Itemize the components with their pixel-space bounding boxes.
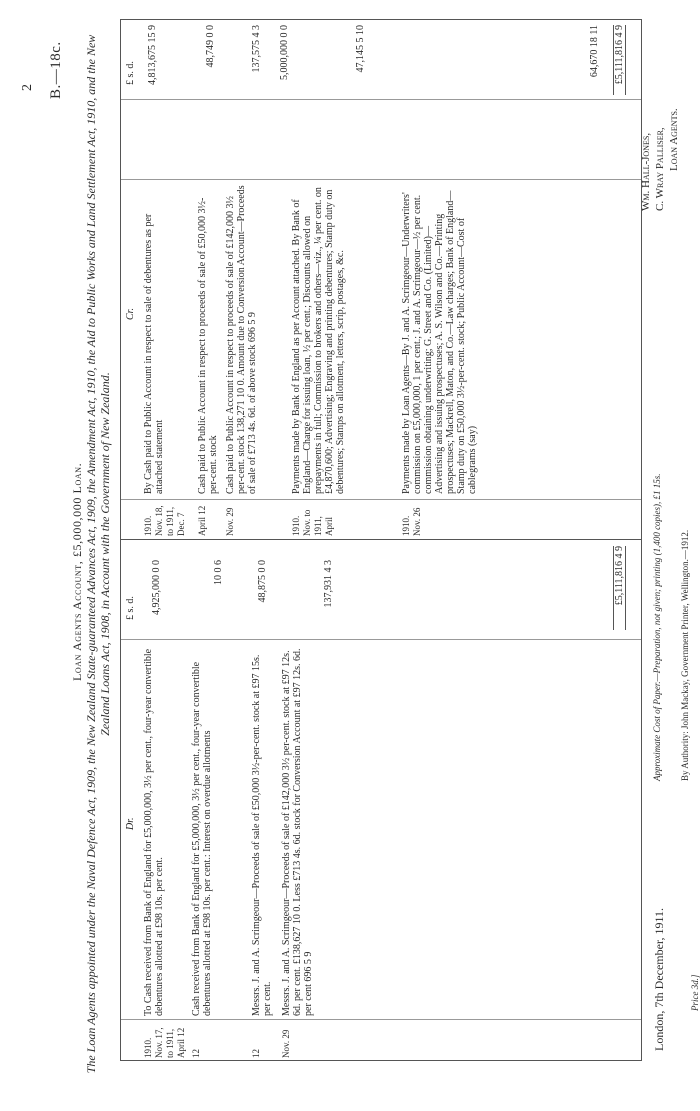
cr-currency: £ s. d. bbox=[125, 61, 136, 85]
dr-date-rule bbox=[121, 1019, 641, 1020]
preamble: The Loan Agents appointed under the Naval Defence Act, 1909, the New Zealand State-guaranteed Advances Act, 1909, the Amendment Act, 1910, the Aid to Public Works and Land Settlement Act, 1910, and the New Zealand Loans Act, 1908, in Account with the Government of New Zealand. bbox=[84, 34, 112, 1074]
dr-entry-text: Messrs. J. and A. Scrimgeour—Proceeds of sale of £50,000 3½-per-cent. stock at £97 15s. per cent. bbox=[251, 654, 273, 1016]
dr-entry-date: Nov. 29 bbox=[281, 1029, 291, 1058]
cr-entry-amount: 47,145 5 10 bbox=[355, 25, 366, 73]
cr-total: £5,111,816 4 9 bbox=[613, 25, 626, 95]
page-number: 2 bbox=[20, 84, 35, 91]
dr-entry-text: To Cash received from Bank of England for £5,000,000, 3½ per cent., four-year convertible debentures allotted at £98 10s. per cent. bbox=[143, 648, 165, 1016]
cr-entry-date: 1910. Nov. 26 bbox=[401, 507, 422, 536]
cr-entry-amount: 4,813,675 15 9 bbox=[147, 25, 158, 85]
dr-entry-date: 12 bbox=[191, 1049, 201, 1058]
dr-entry-text: Cash received from Bank of England for £5,000,000, 3½ per cent., four-year convertible debentures allotted at £98 10s. per cent.: Interest on overdue allotments bbox=[191, 661, 213, 1016]
dr-entry-text: Messrs. J. and A. Scrimgeour—Proceeds of sale of £142,000 3½ per-cent. stock at £97 12s. 6d. per cent. £138,627 10 0. Less £713 4s. 6d. stock for Conversion Account at £97 12s. 6d. per cent 696 5 9 bbox=[281, 648, 314, 1016]
dr-amount-rule bbox=[121, 639, 641, 640]
cr-entry-text: Cash paid to Public Account in respect to proceeds of sale of £142,000 3½ per-cent. stock 138,271 10 0. Amount due to Conversion Account—Proceeds of sale of £713 4s. 6d. of above stock 696 5 9 bbox=[225, 185, 258, 494]
cost-note: Approximate Cost of Paper.—Preparation, not given; printing (1,400 copies), £1 15s. bbox=[652, 473, 662, 781]
signature-1: Wm. Hall-Jones, bbox=[640, 132, 652, 211]
cr-entry-date: April 12 bbox=[197, 505, 207, 536]
dr-entry-amount: 4,925,000 0 0 bbox=[151, 560, 162, 615]
printer-line: By Authority: John Mackay, Government Printer, Wellington.—1912. bbox=[680, 529, 690, 781]
cr-sub-rule bbox=[121, 179, 641, 180]
signature-3: Loan Agents. bbox=[668, 108, 680, 171]
cr-issue-amount: 5,000,000 0 0 bbox=[279, 25, 290, 80]
cr-entry-text: Cash paid to Public Account in respect to proceeds of sale of £50,000 3½-per-cent. stock bbox=[197, 197, 219, 494]
document-title: Loan Agents Account, £5,000,000 Loan. bbox=[70, 462, 84, 681]
account-table bbox=[120, 19, 642, 1061]
dr-label: Dr. bbox=[125, 817, 136, 830]
document-reference: B.—18c. bbox=[48, 41, 64, 99]
column-divider bbox=[121, 539, 641, 540]
dr-entry-amount: 10 0 6 bbox=[213, 560, 224, 585]
cr-entry-text: By Cash paid to Public Account in respect to sale of debentures as per attached statement bbox=[143, 213, 165, 494]
dr-total: £5,111,816 4 9 bbox=[613, 546, 626, 630]
dr-entry-amount: 48,875 0 0 bbox=[257, 560, 268, 603]
cr-entry-amount: 137,575 4 3 bbox=[251, 25, 262, 73]
cr-entry-text: Payments made by Loan Agents—By J. and A. Scrimgeour—Underwriters' commission on £5,000,000, 1 per cent.; J. and A. Scrimgeour—½ per cent. commission obtaining underwriting; G. Street and Co. (Limited)—Advertising and issuing prospectuses; A. S. Wilson and Co.—Printing prospectuses; Mackrell, Maton, and Co.—Law charges; Bank of England—Stamp duty on £50,000 3½-per-cent. stock; Public Account—Cost of cablegrams (say) bbox=[401, 190, 478, 494]
cr-entry-amount: 64,670 18 11 bbox=[589, 25, 600, 78]
dr-currency: £ s. d. bbox=[125, 596, 136, 620]
dr-entry-date: 1910. Nov. 17, to 1911, April 12 bbox=[143, 1027, 186, 1058]
place-date: London, 7th December, 1911. bbox=[652, 907, 666, 1051]
cr-date-rule bbox=[121, 499, 641, 500]
signature-2: C. Wray Palliser, bbox=[654, 127, 666, 211]
cr-amount-rule bbox=[121, 99, 641, 100]
price: Price 3d.] bbox=[690, 974, 700, 1011]
cr-entry-date: Nov. 29 bbox=[225, 507, 235, 536]
cr-label: Cr. bbox=[125, 308, 136, 320]
dr-entry-amount: 137,931 4 3 bbox=[323, 560, 334, 608]
dr-entry-date: 12 bbox=[251, 1049, 261, 1058]
cr-entry-date: 1910. Nov. 18, to 1911, Dec. 7 bbox=[143, 505, 186, 536]
cr-entry-text: Payments made by Bank of England as per Account attached. By Bank of England—Charge for issuing loan, ½ per cent.; Discounts allowed on prepayments in full; Commission to brokers and others—viz., ¼ per cent. on £4,870,600; Advertising; Engraving and printing debentures; Stamp duty on debentures; Stamps on allotment, letters, scrip, postages, &c. bbox=[291, 187, 346, 494]
cr-entry-amount: 48,749 0 0 bbox=[205, 25, 216, 68]
cr-entry-date: 1910. Nov. to 1911, April bbox=[291, 509, 334, 536]
